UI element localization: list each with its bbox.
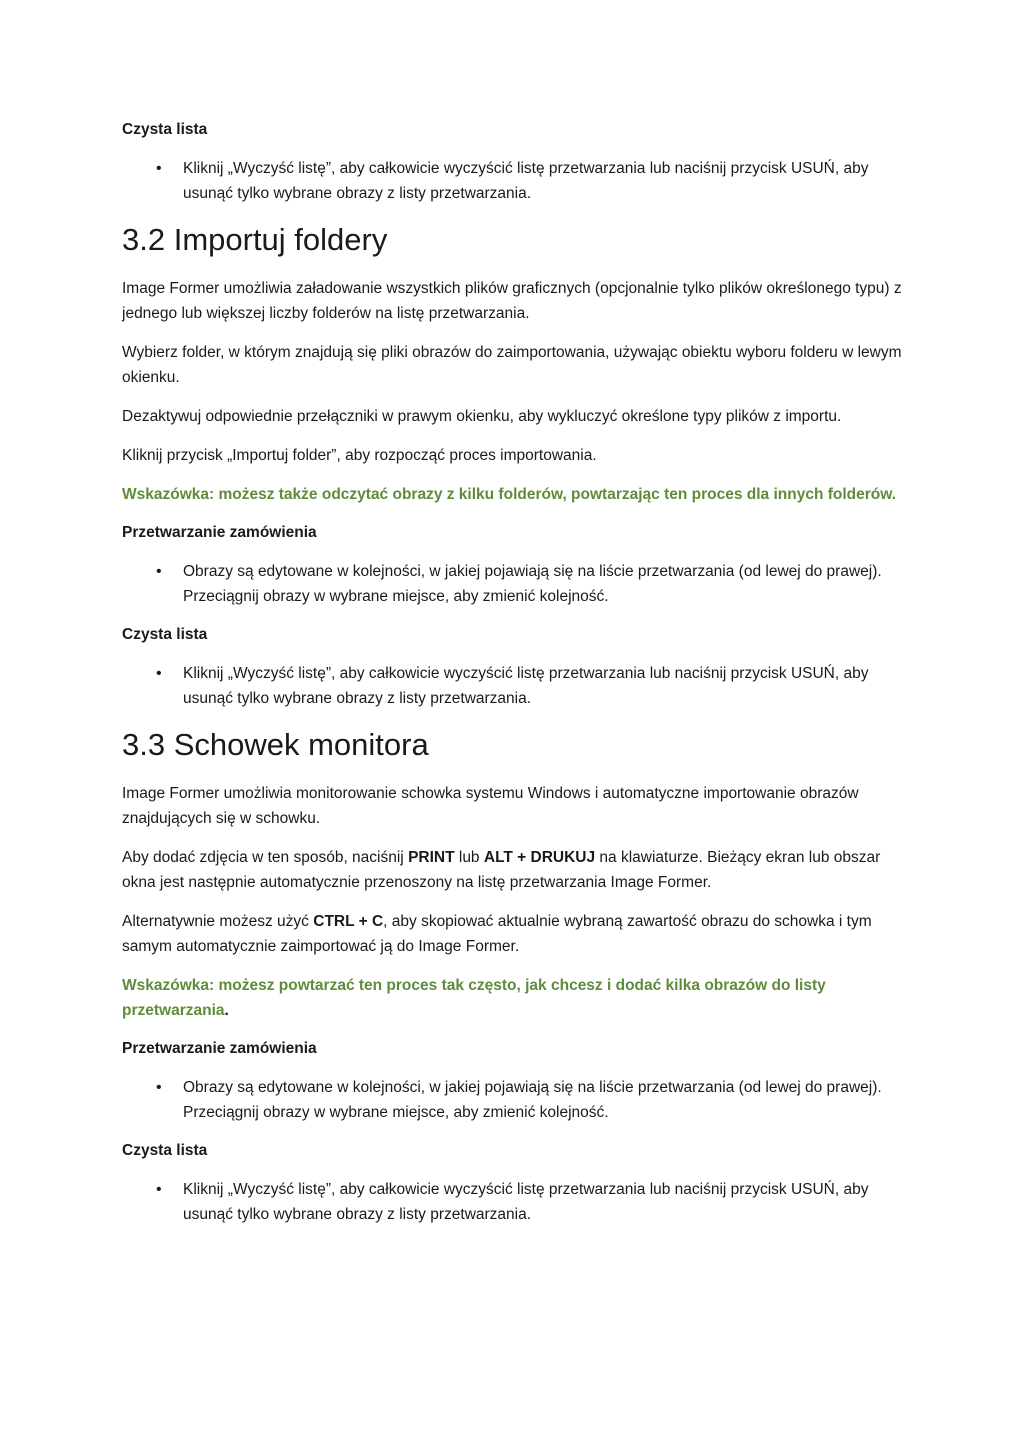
clear-list-label: Czysta lista bbox=[122, 121, 208, 138]
section-heading-import-folders: 3.2 Importuj foldery bbox=[122, 222, 388, 257]
bullet-icon: • bbox=[156, 160, 162, 177]
paragraph: Dezaktywuj odpowiednie przełączniki w prawym okienku, aby wykluczyć określone typy plików z importu. bbox=[122, 408, 842, 425]
key-print: PRINT bbox=[408, 849, 455, 866]
tip-period: . bbox=[224, 1002, 229, 1019]
list-item bbox=[122, 661, 902, 711]
bullet-icon: • bbox=[156, 1181, 162, 1198]
key-alt-print: ALT + DRUKUJ bbox=[483, 849, 596, 866]
text-run: Alternatywnie możesz użyć bbox=[122, 913, 314, 930]
text-run: , aby skopiować aktualnie wybraną zawartość obrazu do schowka i tym samym automatycznie zaimportować ją do Image Former. bbox=[122, 913, 872, 955]
document-page bbox=[122, 118, 902, 1241]
clear-list-label: Czysta lista bbox=[122, 626, 208, 643]
list-item-text: Kliknij „Wyczyść listę”, aby całkowicie wyczyścić listę przetwarzania lub naciśnij przycisk USUŃ, aby usunąć tylko wybrane obrazy z listy przetwarzania. bbox=[183, 665, 869, 707]
list-item bbox=[122, 559, 902, 609]
paragraph bbox=[122, 845, 902, 895]
paragraph: Image Former umożliwia załadowanie wszystkich plików graficznych (opcjonalnie tylko plików określonego typu) z jednego lub większej liczby folderów na listę przetwarzania. bbox=[122, 280, 902, 322]
processing-order-bullets bbox=[122, 1075, 902, 1125]
list-item-text: Obrazy są edytowane w kolejności, w jakiej pojawiają się na liście przetwarzania (od lewej do prawej). Przeciągnij obrazy w wybrane miejsce, aby zmienić kolejność. bbox=[183, 1079, 882, 1121]
bullet-icon: • bbox=[156, 1079, 162, 1096]
processing-order-label: Przetwarzanie zamówienia bbox=[122, 1040, 317, 1057]
key-ctrl-c: CTRL + C bbox=[313, 913, 384, 930]
paragraph: Kliknij przycisk „Importuj folder”, aby rozpocząć proces importowania. bbox=[122, 447, 597, 464]
tip-text bbox=[122, 973, 902, 1023]
text-run: na klawiaturze. Bieżący ekran lub obszar okna jest następnie automatycznie przenoszony na listę przetwarzania Image Former. bbox=[122, 849, 881, 891]
tip-text-run: Wskazówka: możesz powtarzać ten proces tak często, jak chcesz i dodać kilka obrazów do listy przetwarzania bbox=[122, 977, 826, 1019]
list-item bbox=[122, 156, 902, 206]
paragraph bbox=[122, 909, 902, 959]
clear-list-bullets bbox=[122, 156, 902, 206]
bullet-icon: • bbox=[156, 563, 162, 580]
processing-order-label: Przetwarzanie zamówienia bbox=[122, 524, 317, 541]
list-item bbox=[122, 1177, 902, 1227]
clear-list-bullets bbox=[122, 1177, 902, 1227]
clear-list-label: Czysta lista bbox=[122, 1142, 208, 1159]
list-item-text: Kliknij „Wyczyść listę”, aby całkowicie wyczyścić listę przetwarzania lub naciśnij przycisk USUŃ, aby usunąć tylko wybrane obrazy z listy przetwarzania. bbox=[183, 160, 869, 202]
processing-order-bullets bbox=[122, 559, 902, 609]
text-run: Aby dodać zdjęcia w ten sposób, naciśnij bbox=[122, 849, 409, 866]
clear-list-bullets bbox=[122, 661, 902, 711]
paragraph: Wybierz folder, w którym znajdują się pliki obrazów do zaimportowania, używając obiektu wyboru folderu w lewym okienku. bbox=[122, 344, 902, 386]
list-item-text: Obrazy są edytowane w kolejności, w jakiej pojawiają się na liście przetwarzania (od lewej do prawej). Przeciągnij obrazy w wybrane miejsce, aby zmienić kolejność. bbox=[183, 563, 882, 605]
tip-text: Wskazówka: możesz także odczytać obrazy z kilku folderów, powtarzając ten proces dla innych folderów. bbox=[122, 486, 897, 503]
list-item-text: Kliknij „Wyczyść listę”, aby całkowicie wyczyścić listę przetwarzania lub naciśnij przycisk USUŃ, aby usunąć tylko wybrane obrazy z listy przetwarzania. bbox=[183, 1181, 869, 1223]
bullet-icon: • bbox=[156, 665, 162, 682]
text-run: lub bbox=[454, 849, 484, 866]
paragraph: Image Former umożliwia monitorowanie schowka systemu Windows i automatyczne importowanie obrazów znajdujących się w schowku. bbox=[122, 785, 859, 827]
section-heading-clipboard-monitor: 3.3 Schowek monitora bbox=[122, 727, 429, 762]
list-item bbox=[122, 1075, 902, 1125]
